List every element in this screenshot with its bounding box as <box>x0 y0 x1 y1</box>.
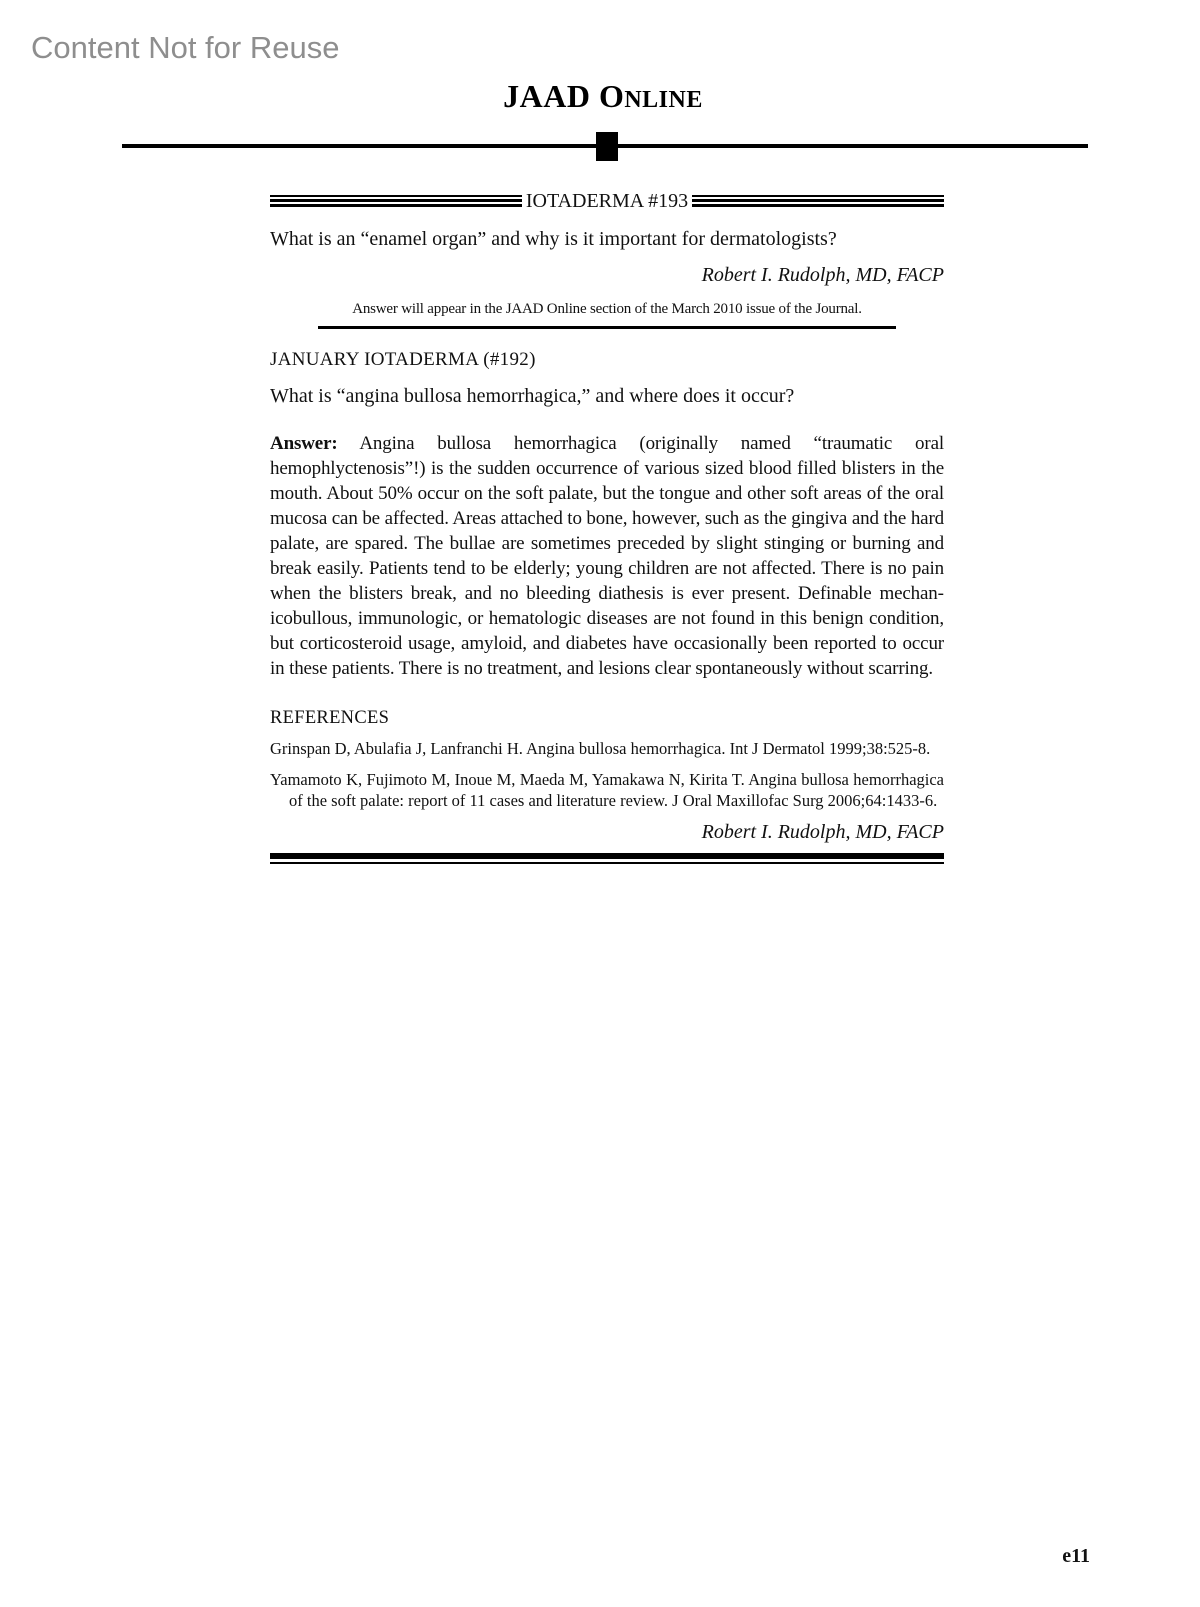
reference-item: Yamamoto K, Fujimoto M, Inoue M, Maeda M, Yamakawa N, Kirita T. Angina bullosa hemorrhagica of the soft palate: report of 11 cases and literature review. J Oral Maxillofac Surg 2006;64:1433-6. <box>270 770 944 810</box>
banner-rule-left <box>270 195 522 207</box>
page-number: e11 <box>1062 1545 1090 1567</box>
answer-paragraph <box>270 431 944 681</box>
quiz-banner <box>270 188 944 214</box>
current-quiz-author: Robert I. Rudolph, MD, FACP <box>701 264 944 286</box>
references-heading: REFERENCES <box>270 708 390 728</box>
current-question: What is an “enamel organ” and why is it important for dermatologists? <box>270 228 837 250</box>
journal-title <box>0 78 1200 115</box>
footer-rule <box>270 853 944 865</box>
previous-quiz-heading: JANUARY IOTADERMA (#192) <box>270 349 536 370</box>
answer-label: Answer: <box>270 433 338 454</box>
banner-rule-right <box>692 195 944 207</box>
header-rule-marker <box>596 132 618 161</box>
answer-note: Answer will appear in the JAAD Online section of the March 2010 issue of the Journal. <box>318 298 896 329</box>
quiz-banner-title: IOTADERMA #193 <box>525 189 689 212</box>
reference-item: Grinspan D, Abulafia J, Lanfranchi H. Angina bullosa hemorrhagica. Int J Dermatol 1999;38:525-8. <box>270 739 931 758</box>
answer-text: Angina bullosa hemorrhagica (originally named “traumatic oral hemophlyctenosis”!) is the sudden occurrence of various sized blood filled blisters in the mouth. About 50% occur on the soft palate, but the tongue and other soft areas of the oral mucosa can be affected. Areas attached to bone, however, such as the gingiva and the hard palate, are spared. The bullae are sometimes preceded by slight stinging or burning and break easily. Patients tend to be elderly; young children are not affected. There is no pain when the blisters break, and no bleeding diathesis is ever present. Definable mechanicobullous, immunologic, or hematologic diseases are not found in this benign condition, but corticosteroid usage, amyloid, and diabetes have occasionally been reported to occur in these patients. There is no treatment, and lesions clear spontaneously without scarring. <box>270 433 944 679</box>
article-column <box>270 188 944 865</box>
previous-quiz-author: Robert I. Rudolph, MD, FACP <box>701 821 944 843</box>
watermark-text: Content Not for Reuse <box>31 30 340 65</box>
journal-title-smallcaps: NLINE <box>624 87 703 113</box>
previous-question: What is “angina bullosa hemorrhagica,” and where does it occur? <box>270 385 795 407</box>
journal-title-main: JAAD O <box>503 78 625 114</box>
